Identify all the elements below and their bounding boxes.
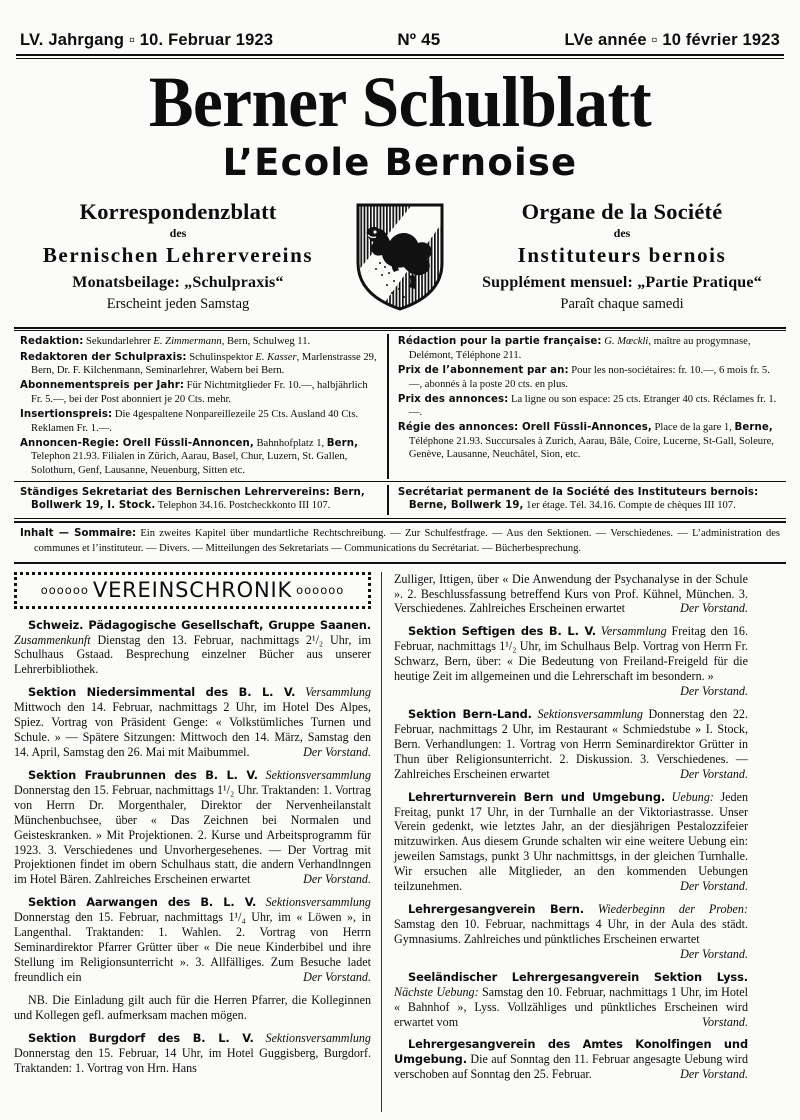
imprint-label: Prix de l’abonnement par an: <box>397 364 569 376</box>
article-text: Donnerstag den 15. Februar, 14 Uhr, im Hotel Guggisberg, Burgdorf. Traktanden: 1. Vortrag von Hrn. Hans <box>14 1045 371 1075</box>
subhead-fr-line4: Paraît chaque samedi <box>560 295 684 312</box>
imprint-entry <box>20 408 381 435</box>
masthead-subhead <box>14 199 786 313</box>
issue-number: Nº 45 <box>397 30 441 49</box>
article-text: Donnerstag den 15. Februar, nachmittags 1¹/₂ Uhr. Traktanden: 1. Vortrag von Herrn Dr. Morgenthaler, Direktor der Nervenheilanstalt Münchenbuchsee, über « Das Zeichnen bei Normalen und Geisteskranken. » Mit Projektionen. 2. Kurse und Arbeitsprogramm für 1923. 3. Verschiedenes und Unvorhergesehenes. — Der Vortrag mit Projektionen findet im obern Schulhaus statt, die andern Verhandlnngen im Hotel Bären. Zahlreiches Erscheinen erwartet <box>14 782 371 887</box>
article-signature: Der Vorstand. <box>303 744 371 759</box>
article-signature: Der Vorstand. <box>303 872 371 887</box>
imprint-city: Berne, <box>734 422 773 434</box>
article-item <box>14 1031 371 1076</box>
imprint-box <box>14 327 786 519</box>
article-signature: Der Vorstand. <box>680 766 748 781</box>
subhead-french <box>472 199 772 313</box>
subhead-fr-line2: Instituteurs bernois <box>517 242 727 267</box>
article-signature: Der Vorstand. <box>303 969 371 984</box>
secretariat-text: Telephon 34.16. Postcheckkonto III 107. <box>155 500 331 512</box>
article-item <box>14 685 371 760</box>
article-item <box>14 895 371 985</box>
imprint-text: Bahnhofplatz 1, <box>253 437 327 449</box>
imprint-text: Place de la gare 1, <box>651 422 735 434</box>
subhead-de-line2: Bernischen Lehrervereins <box>42 242 314 267</box>
article-subheading: Wiederbeginn der Proben: <box>584 902 748 917</box>
article-heading: Sektion Burgdorf des B. L. V. <box>28 1030 254 1045</box>
article-signature: Der Vorstand. <box>680 684 748 699</box>
article-item <box>394 707 748 782</box>
imprint-emphasis: E. Kasser <box>255 351 297 363</box>
article-text: Zulliger, Ittigen, über « Die Anwendung der Psychanalyse in der Schule ». 2. Beschlussfassung betreffend Kurs von Prof. Kühnel, München. 3. Verschiedenes. Zahlreiches Erscheinen erwartet <box>394 571 748 616</box>
article-heading: Lehrergesangverein des Amtes Konolfingen und Umgebung. <box>394 1037 748 1067</box>
article-item <box>394 572 748 617</box>
dateline-german: LV. Jahrgang ▫ 10. Februar 1923 <box>20 31 274 49</box>
article-text: Freitag den 16. Februar, nachmittags 1¹/₂ Uhr, im Schulhaus Belp. Vortrag von Herrn Fr. Schwarz, Bern, über: « Die Bedeutung von Freiland-Freigeld für die heutige Zeit im allgemeinen und die Lehrerschaft im besondern. » <box>394 624 748 684</box>
imprint-text: Die 4gespaltene Nonpareillezeile 25 Cts. Ausland 40 Cts. Reklamen Fr. 1.—. <box>31 408 359 434</box>
imprint-entry <box>398 335 780 362</box>
article-subheading: Zusammenkunft <box>14 632 91 647</box>
imprint-label: Insertionspreis: <box>20 408 113 420</box>
imprint-text: Schulinspektor <box>186 351 256 363</box>
subhead-de-line1: Korrespondenzblatt <box>79 198 277 224</box>
secretariat-text: 1er étage. Tél. 34.16. Compte de chèques III 107. <box>523 500 736 512</box>
masthead <box>14 59 786 183</box>
imprint-tail: , Marlenstrasse 29, Bern, Dr. F. Kilchenmann, Seminarlehrer, Wabern bei Bern. <box>31 351 377 377</box>
imprint-entry <box>398 364 780 391</box>
article-subheading: Uebung: <box>665 789 714 804</box>
imprint-label: Rédaction pour la partie française: <box>397 336 602 348</box>
secretariat-label: Secrétariat permanent de la Société des Instituteurs bernois: Berne, Bollwerk 19, <box>397 486 759 512</box>
imprint-tail: Téléphone 21.93. Succursales à Zurich, Aarau, Bâle, Coire, Lucerne, St-Gall, Soleure, Genève, Lausanne, Neuchâtel, Sion, etc. <box>408 436 774 461</box>
article-heading: Lehrergesangverein Bern. <box>408 902 585 917</box>
subhead-fr-line3: Supplément mensuel: „Partie Pratique“ <box>482 273 762 291</box>
article-text: Dienstag den 13. Februar, nachmittags 2¹/₂ Uhr, im Schulhaus Gstaad. Besprechung einzelner Bücher aus unserer Lehrerbibliothek. <box>14 632 371 677</box>
imprint-text: Für Nichtmitglieder Fr. 10.—, halbjährlich Fr. 5.—, bei der Post abonniert je 20 Cts. mehr. <box>31 380 368 406</box>
article-item <box>14 768 371 887</box>
article-item <box>394 970 748 1030</box>
article-text: Jeden Freitag, punkt 17 Uhr, in der Turnhalle an der Viktoriastrasse. Unser Verein gedenkt, wie letztes Jahr, an der diesjährigen Pestalozzifeier mitzuwirken. Aus diesem Grunde schalten wir eine weitere Uebung ein: jeweilen Samstags, punkt 3 Uhr nachmittsgs, in der gleichen Turnhalle. Wir ersuchen alle Mitglieder, an den kommenden Uebungen teilzunehmen. <box>394 789 748 894</box>
subhead-de-line4: Erscheint jeden Samstag <box>106 295 250 312</box>
article-signature: Der Vorstand. <box>680 946 748 961</box>
secretariat-label: Ständiges Sekretariat des Bernischen Lehrervereins: Bern, Bollwerk 19, I. Stock. <box>20 486 365 512</box>
subhead-de-line3: Monatsbeilage: „Schulpraxis“ <box>72 273 284 291</box>
article-subheading: Sektionsversammlung <box>531 706 643 721</box>
imprint-tail: , Bern, Schulweg 11. <box>221 336 311 348</box>
imprint-label: Abonnementspreis per Jahr: <box>20 380 185 392</box>
column-left <box>14 572 381 1112</box>
imprint-tail: Telephon 21.93. Filialen in Zürich, Aarau, Basel, Chur, Luzern, St. Gallen, Solothurn, Genf, Lausanne, Neuenburg, Sitten etc. <box>31 451 348 476</box>
article-signature: Vorstand. <box>701 1014 748 1029</box>
imprint-label: Redaktoren der Schulpraxis: <box>20 351 187 363</box>
bern-coat-of-arms-icon <box>354 201 446 313</box>
imprint-tail: , maître au progymnase, Delémont, Téléphone 211. <box>408 336 751 362</box>
article-heading: Sektion Seftigen des B. L. V. <box>408 624 596 639</box>
contents-text: Ein zweites Kapitel über mundartliche Rechtschreibung. — Zur Schulfestfrage. — Aus den Sektionen. — Verschiedenes. — L’administration des communes et l’instituteur. — Divers. — Mitteilungen des Sekretariats — Communications du Secrétariat. — Bücherbesprechung. <box>34 527 780 554</box>
column-right <box>381 572 748 1112</box>
imprint-entry <box>398 421 780 462</box>
imprint-german <box>14 334 387 478</box>
imprint-city: Bern, <box>326 437 359 449</box>
article-heading: Sektion Aarwangen des B. L. V. <box>28 895 257 910</box>
article-subheading: Sektionsversammlung <box>257 767 371 782</box>
imprint-emphasis: G. Mœckli <box>604 336 649 348</box>
imprint-entry <box>398 393 780 420</box>
article-item <box>14 993 371 1023</box>
imprint-emphasis: E. Zimmermann <box>153 336 222 348</box>
ornament-left-icon: oooooo <box>40 582 89 597</box>
article-signature: Der Vorstand. <box>680 879 748 894</box>
subhead-de-des: des <box>169 225 187 240</box>
imprint-entry <box>20 335 381 349</box>
article-subheading: Versammlung <box>295 685 371 700</box>
article-item <box>394 790 748 894</box>
masthead-title-french: L’Ecole Bernoise <box>222 140 578 184</box>
dateline <box>14 0 786 54</box>
subhead-german <box>28 199 328 313</box>
imprint-label: Annoncen-Regie: Orell Füssli-Annoncen, <box>20 437 254 449</box>
secretariat-box <box>14 481 786 518</box>
article-subheading: Sektionsversammlung <box>256 895 371 910</box>
article-text: Donnerstag den 22. Februar, nachmittags 2 Uhr, im Restaurant « Schmiedstube » I. Stock, Bern. Verhandlungen: 1. Vortrag von Herrn Seminardirektor Grütter in Thun über Religionsunterricht. 2. Diskussion. 3. Verschiedenes. — Zahlreiches Erscheinen erwartet <box>394 706 748 781</box>
article-heading: Sektion Niedersimmental des B. L. V. <box>28 685 296 700</box>
imprint-text: La ligne ou son espace: 25 cts. Etranger 40 cts. Réclames fr. 1.—. <box>408 393 777 419</box>
article-text: NB. Die Einladung gilt auch für die Herren Pfarrer, die Kolleginnen und Kollegen gefl. aufmerksam machen mögen. <box>14 992 371 1022</box>
contents-line <box>20 527 780 557</box>
imprint-entry <box>20 379 381 406</box>
article-body <box>14 572 786 1112</box>
imprint-label: Prix des annonces: <box>397 393 509 405</box>
article-item <box>14 618 371 678</box>
article-subheading: Nächste Uebung: <box>394 984 479 999</box>
article-heading: Sektion Bern-Land. <box>408 706 532 721</box>
article-heading: Lehrerturnverein Bern und Umgebung. <box>408 789 666 804</box>
secretariat-german <box>14 485 387 515</box>
article-text: Die auf Sonntag den 11. Februar angesagte Uebung wird verschoben auf Sonntag den 25. Februar. <box>394 1052 748 1082</box>
imprint-french <box>387 334 786 478</box>
article-item <box>394 902 748 962</box>
article-text: Samstag den 10. Februar, nachmittags 4 Uhr, in der Aula des städt. Gymnasiums. Zahlreiches und pünktliches Erscheinen erwartet <box>394 916 748 946</box>
article-subheading: Sektionsversammlung <box>253 1030 371 1045</box>
article-text: Mittwoch den 14. Februar, nachmittags 2 Uhr, im Hotel Des Alpes, Spiez. Vortrag von Präsident Genge: « Volkstümliches Turnen und Schule. » — Spätere Sitzungen: Mittwoch den 14. März, Samstag den 14. April, Samstag den 26. Mai mit Maibummel. <box>14 700 371 759</box>
imprint-label: Régie des annonces: Orell Füssli-Annonces, <box>397 422 652 434</box>
contents-label: Inhalt — Sommaire: <box>20 527 137 539</box>
imprint-entry <box>20 351 381 378</box>
imprint-entry <box>20 437 381 478</box>
article-signature: Der Vorstand. <box>680 601 748 616</box>
vereinschronik-banner <box>14 572 371 609</box>
subhead-fr-line1: Organe de la Société <box>521 198 723 224</box>
article-heading: Seeländischer Lehrergesangverein Sektion Lyss. <box>408 969 748 984</box>
article-item <box>394 1037 748 1082</box>
vereinschronik-title: VEREINSCHRONIK <box>92 577 293 602</box>
masthead-title-german: Berner Schulblatt <box>148 62 652 142</box>
imprint-label: Redaktion: <box>20 336 84 348</box>
contents-box <box>14 521 786 564</box>
article-signature: Der Vorstand. <box>680 1067 748 1082</box>
article-heading: Sektion Fraubrunnen des B. L. V. <box>28 767 258 782</box>
imprint-text: Sekundarlehrer <box>83 336 154 348</box>
ornament-right-icon: oooooo <box>296 582 345 597</box>
article-text: Donnerstag den 15. Februar, nachmittags 1¹/₄ Uhr, im « Löwen », in Langenthal. Traktanden: 1. Wahlen. 2. Vortrag von Herrn Seminardirektor Pfarrer Grütter über « Die neue Kinderbibel und ihre Stellung im Religionsunterricht ». 3. Allfälliges. Zum Besuche ladet freundlich ein <box>14 910 371 984</box>
article-subheading: Versammlung <box>595 624 667 639</box>
subhead-fr-des: des <box>613 225 631 240</box>
article-heading: Schweiz. Pädagogische Gesellschaft, Gruppe Saanen. <box>28 617 371 632</box>
imprint-text: Pour les non-sociétaires: fr. 10.—, 6 mois fr. 5.—, abonnés à la poste 20 cts. en plus. <box>408 364 770 390</box>
dateline-french: LVe année ▫ 10 février 1923 <box>564 31 780 49</box>
article-item <box>394 624 748 699</box>
secretariat-french <box>387 485 786 515</box>
article-text: Samstag den 10. Februar, nachmittags 1 Uhr, im Hotel « Bahnhof », Lyss. Vollzähliges und pünktliches Erscheinen wird erwartet vom <box>394 984 748 1029</box>
